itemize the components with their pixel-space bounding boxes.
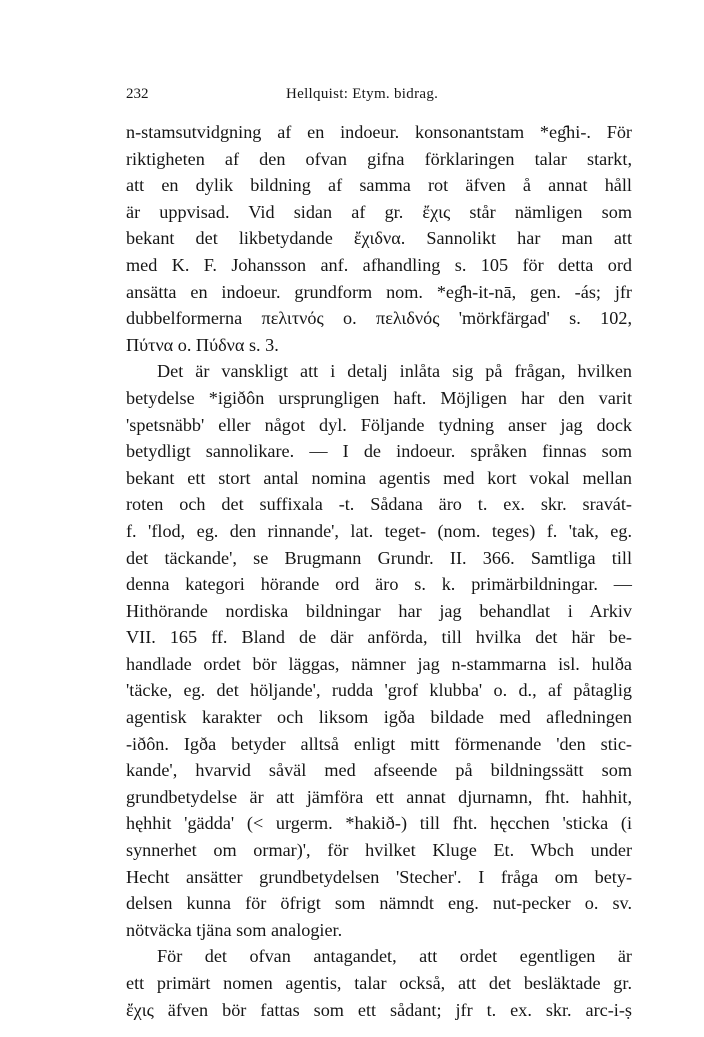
text-line: hęhhit 'gädda' (< urgerm. *hakið-) till fht. hęcchen 'sticka (i — [126, 813, 632, 834]
text-line: ett primärt nomen agentis, talar också, att det besläktade gr. — [126, 973, 632, 993]
text-line: är uppvisad. Vid sidan af gr. ἔχις står nämligen som — [126, 201, 632, 222]
text-line: För det ofvan antagandet, att ordet egentligen är — [157, 946, 632, 967]
text-line: Hecht ansätter grundbetydelsen 'Stecher'. I fråga om bety- — [126, 866, 632, 887]
text-line: 'spetsnäbb' eller något dyl. Följande tydning anser jag dock — [126, 414, 632, 435]
text-line: Hithörande nordiska bildningar har jag behandlat i Arkiv — [126, 600, 632, 621]
text-line: bekant det likbetydande ἔχιδνα. Sannolikt har man att — [126, 228, 632, 249]
text-line: roten och det suffixala -t. Sådana äro t. ex. skr. sravát- — [126, 494, 632, 515]
text-line: -iðôn. Igða betyder alltså enligt mitt förmenande 'den stic- — [126, 733, 632, 754]
body-text — [126, 119, 632, 1023]
text-line: riktigheten af den ofvan gifna förklaringen talar starkt, — [126, 148, 632, 169]
text-line: Πύτνα o. Πύδνα s. 3. — [126, 334, 279, 355]
running-head: Hellquist: Etym. bidrag. — [286, 86, 439, 102]
text-line: kande', hvarvid såväl med afseende på bildningssätt som — [126, 760, 632, 781]
text-line: med K. F. Johansson anf. afhandling s. 105 för detta ord — [126, 254, 632, 275]
text-line: dubbelformerna πελιτνός o. πελιδνός 'mörkfärgad' s. 102, — [126, 308, 632, 329]
text-line: det täckande', se Brugmann Grundr. II. 366. Samtliga till — [126, 547, 632, 568]
text-line: delsen kunna för öfrigt som nämndt eng. nut-pecker o. sv. — [126, 893, 632, 914]
text-line: att en dylik bildning af samma rot äfven å annat håll — [126, 175, 632, 196]
text-line: ἔχις äfven bör fattas som ett sådant; jfr t. ex. skr. arc-i-ṣ — [126, 999, 632, 1020]
text-line: betydelse *igiðôn ursprungligen haft. Möjligen har den varit — [126, 387, 632, 408]
text-line: f. 'flod, eg. den rinnande', lat. teget- (nom. teges) f. 'tak, eg. — [126, 520, 632, 541]
page-header — [126, 86, 594, 110]
text-line: synnerhet om ormar)', för hvilket Kluge Et. Wbch under — [126, 840, 632, 861]
text-line: 'täcke, eg. det höljande', rudda 'grof klubba' o. d., af påtaglig — [126, 680, 632, 701]
page-number: 232 — [126, 86, 149, 102]
text-line: bekant ett stort antal nomina agentis med kort vokal mellan — [126, 467, 632, 488]
text-line: nötväcka tjäna som analogier. — [126, 919, 343, 940]
text-line: n-stamsutvidgning af en indoeur. konsonantstam *eg̑hi-. För — [126, 122, 632, 142]
text-line: denna kategori hörande ord äro s. k. primärbildningar. — — [126, 574, 632, 595]
text-line: agentisk karakter och liksom igða bildade med afledningen — [126, 707, 632, 728]
text-line: Det är vanskligt att i detalj inlåta sig på frågan, hvilken — [157, 361, 632, 382]
text-line: betydligt sannolikare. — I de indoeur. språken finnas som — [126, 441, 632, 462]
text-line: grundbetydelse är att jämföra ett annat djurnamn, fht. hahhit, — [126, 786, 632, 807]
text-line: VII. 165 ff. Bland de där anförda, till hvilka det här be- — [126, 627, 632, 648]
text-line: ansätta en indoeur. grundform nom. *eg̑h-it-nā, gen. -ás; jfr — [126, 281, 632, 302]
text-line: handlade ordet bör läggas, nämner jag n-stammarna isl. hulða — [126, 653, 632, 674]
